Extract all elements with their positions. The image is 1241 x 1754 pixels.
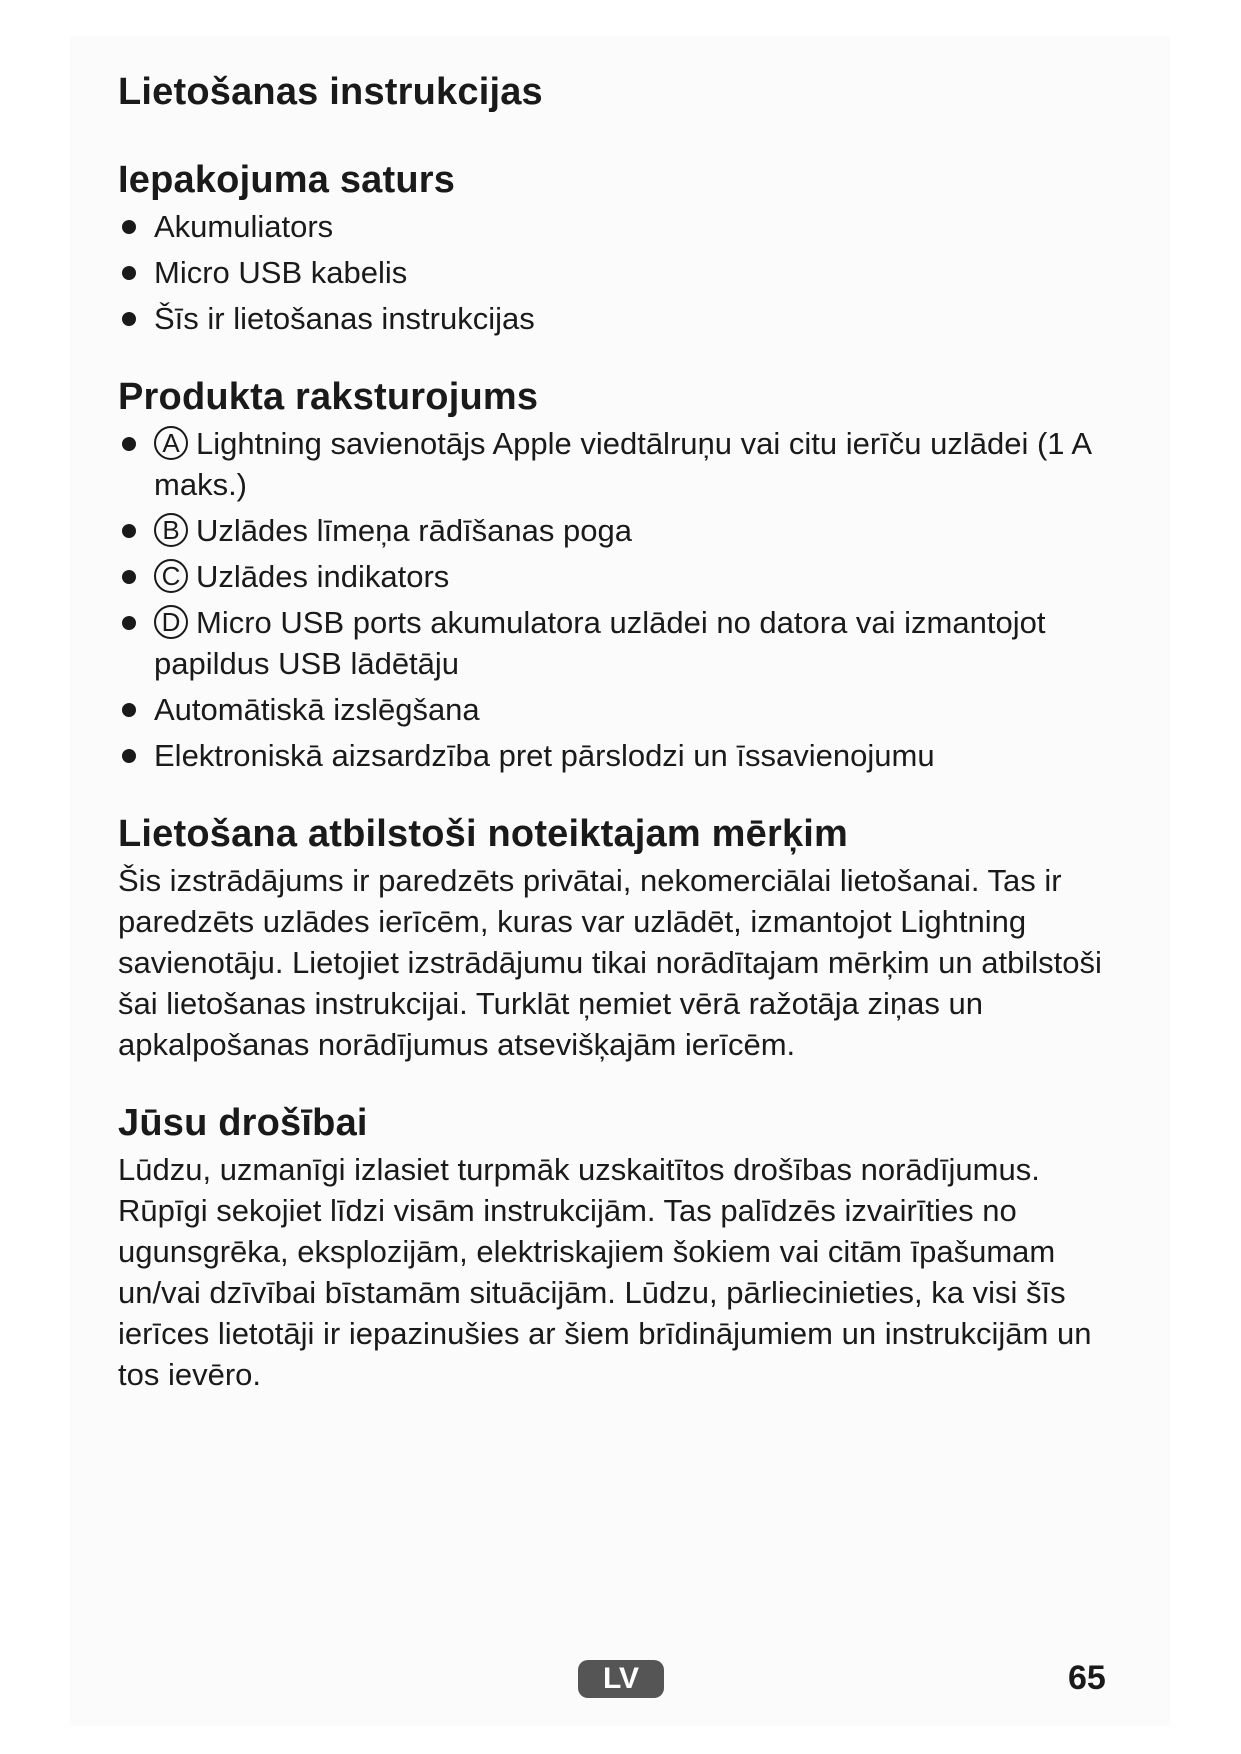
list-item-text: Lightning savienotājs Apple viedtālruņu vai citu ierīču uzlādei (1 A maks.) (154, 426, 1091, 502)
list-item (118, 510, 1108, 551)
page-title: Lietošanas instrukcijas (118, 71, 543, 113)
list-item-text: Akumuliators (154, 209, 334, 244)
list-item (118, 689, 1108, 730)
bullet-icon (122, 749, 136, 763)
intended-use-section (118, 810, 1108, 1065)
list-item (118, 602, 1108, 684)
page-number: 65 (1068, 1659, 1106, 1697)
bullet-icon (122, 703, 136, 717)
product-features-heading: Produkta raksturojums (118, 376, 539, 418)
list-item (118, 206, 1108, 247)
list-item-text: Micro USB ports akumulatora uzlādei no datora vai izmantojot papildus USB lādētāju (154, 605, 1046, 681)
product-features-section (118, 373, 1108, 776)
language-badge: LV (578, 1660, 664, 1698)
list-item (118, 556, 1108, 597)
bullet-icon (122, 266, 136, 280)
circled-letter-b-icon: B (154, 513, 188, 547)
list-item-text: Elektroniskā aizsardzība pret pārslodzi un īssavienojumu (154, 738, 935, 773)
list-item (118, 252, 1108, 293)
bullet-icon (122, 312, 136, 326)
circled-letter-c-icon: C (154, 559, 188, 593)
safety-heading: Jūsu drošībai (118, 1102, 368, 1144)
circled-letter-d-icon: D (154, 605, 188, 639)
safety-section (118, 1099, 1108, 1395)
list-item-text: Uzlādes indikators (196, 559, 450, 594)
safety-paragraph: Lūdzu, uzmanīgi izlasiet turpmāk uzskaitītos drošības norādījumus. Rūpīgi sekojiet līdzi visām instrukcijām. Tas palīdzēs izvairīties no ugunsgrēka, eksplozijām, elektriskajiem šokiem vai citām īpašumam un/vai dzīvībai bīstamām situācijām. Lūdzu, pārliecinieties, ka visi šīs ierīces lietotāji ir iepazinušies ar šiem brīdinājumiem un instrukcijām un tos ievēro. (118, 1152, 1092, 1392)
list-item (118, 735, 1108, 776)
list-item-text: Uzlādes līmeņa rādīšanas poga (196, 513, 632, 548)
product-features-list (118, 423, 1108, 776)
list-item-text: Šīs ir lietošanas instrukcijas (154, 301, 535, 336)
package-contents-list (118, 206, 1108, 339)
bullet-icon (122, 570, 136, 584)
package-contents-section (118, 156, 1108, 339)
document-content (118, 68, 1108, 1429)
list-item-text: Micro USB kabelis (154, 255, 408, 290)
intended-use-heading: Lietošana atbilstoši noteiktajam mērķim (118, 813, 849, 855)
bullet-icon (122, 437, 136, 451)
list-item-text: Automātiskā izslēgšana (154, 692, 480, 727)
list-item (118, 298, 1108, 339)
package-contents-heading: Iepakojuma saturs (118, 159, 456, 201)
intended-use-paragraph: Šis izstrādājums ir paredzēts privātai, nekomerciālai lietošanai. Tas ir paredzēts uzlādes ierīcēm, kuras var uzlādēt, izmantojot Lightning savienotāju. Lietojiet izstrādājumu tikai norādītajam mērķim un atbilstoši šai lietošanas instrukcijai. Turklāt ņemiet vērā ražotāja ziņas un apkalpošanas norādījumus atsevišķajām ierīcēm. (118, 863, 1102, 1062)
bullet-icon (122, 220, 136, 234)
list-item (118, 423, 1108, 505)
circled-letter-a-icon: A (154, 426, 188, 460)
bullet-icon (122, 616, 136, 630)
bullet-icon (122, 524, 136, 538)
